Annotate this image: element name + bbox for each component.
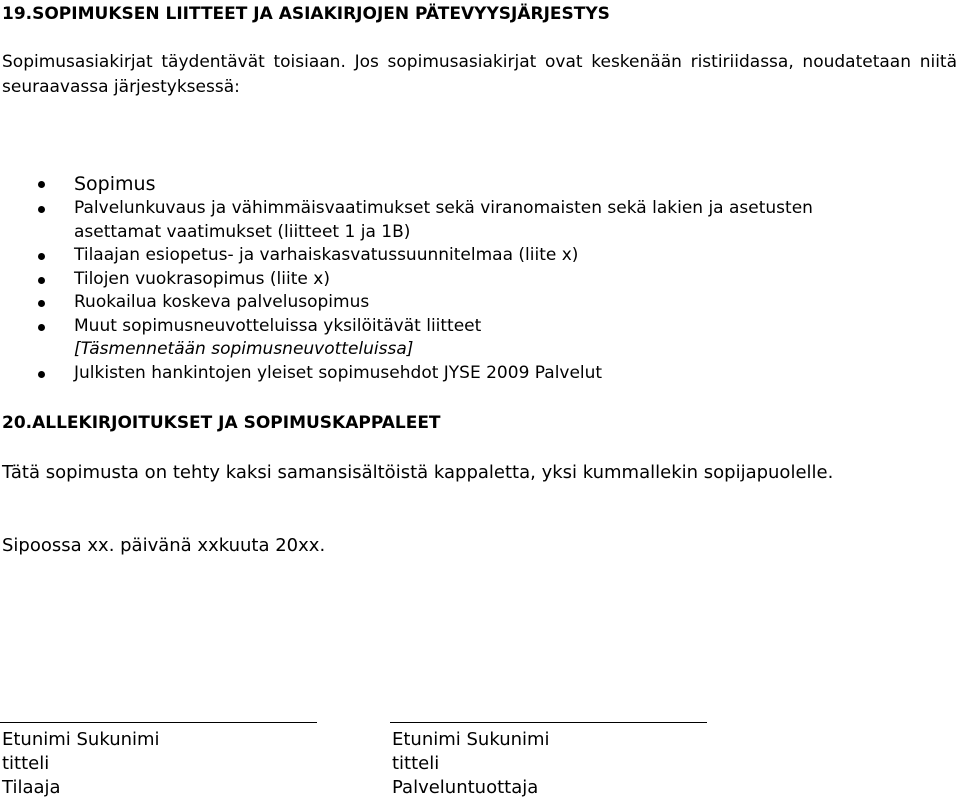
list-item-line: Tilaajan esiopetus- ja varhaiskasvatussuunnitelmaa (liite x) — [74, 245, 579, 265]
signature-details — [0, 728, 320, 800]
bullet-icon — [38, 206, 45, 213]
list-item — [0, 197, 960, 244]
bullet-icon — [38, 253, 45, 260]
signature-line — [0, 722, 317, 723]
place-date: Sipoossa xx. päivänä xxkuuta 20xx. — [2, 535, 326, 556]
list-item-line: Julkisten hankintojen yleiset sopimusehdot JYSE 2009 Palvelut — [74, 362, 603, 383]
list-item — [0, 362, 960, 386]
list-item — [0, 268, 960, 292]
signer-name: Etunimi Sukunimi — [2, 729, 160, 750]
bullet-icon — [38, 181, 45, 188]
list-item — [0, 291, 960, 315]
document-order-list — [0, 172, 960, 385]
list-item-line: Tilojen vuokrasopimus (liite x) — [74, 268, 330, 289]
bullet-icon — [38, 324, 45, 331]
signature-line — [390, 722, 707, 723]
signature-block-tilaaja — [0, 722, 320, 800]
bullet-icon — [38, 300, 45, 307]
section-19-intro: Sopimusasiakirjat täydentävät toisiaan. Jos sopimusasiakirjat ovat keskenään ristiriidassa, noudatetaan niitä seuraavassa järjestyksessä: — [2, 52, 957, 97]
signer-party: Tilaaja — [2, 777, 61, 798]
list-item — [0, 315, 960, 362]
signature-details — [390, 728, 710, 800]
bullet-icon — [38, 277, 45, 284]
signer-title: titteli — [392, 753, 440, 774]
list-item — [0, 244, 960, 268]
list-item — [0, 172, 960, 197]
list-item-line: Muut sopimusneuvotteluissa yksilöitävät liitteet — [74, 315, 482, 336]
bullet-icon — [38, 371, 45, 378]
list-item-line: Ruokailua koskeva palvelusopimus — [74, 292, 370, 312]
list-item-line: asettamat vaatimukset (liitteet 1 ja 1B) — [74, 221, 411, 242]
list-item-note: [Täsmennetään sopimusneuvotteluissa] — [74, 339, 414, 359]
list-item-line: Sopimus — [74, 173, 156, 195]
copies-statement: Tätä sopimusta on tehty kaksi samansisältöistä kappaletta, yksi kummallekin sopijapuolelle. — [2, 462, 834, 483]
signer-name: Etunimi Sukunimi — [392, 729, 550, 750]
signer-title: titteli — [2, 753, 50, 774]
list-item-line: Palvelunkuvaus ja vähimmäisvaatimukset sekä viranomaisten sekä lakien ja asetusten — [74, 198, 813, 218]
section-20-heading: 20.ALLEKIRJOITUKSET JA SOPIMUSKAPPALEET — [2, 413, 441, 433]
signer-party: Palveluntuottaja — [392, 777, 539, 798]
signature-block-palveluntuottaja — [390, 722, 710, 800]
section-19-heading: 19.SOPIMUKSEN LIITTEET JA ASIAKIRJOJEN PÄTEVYYSJÄRJESTYS — [2, 4, 610, 24]
